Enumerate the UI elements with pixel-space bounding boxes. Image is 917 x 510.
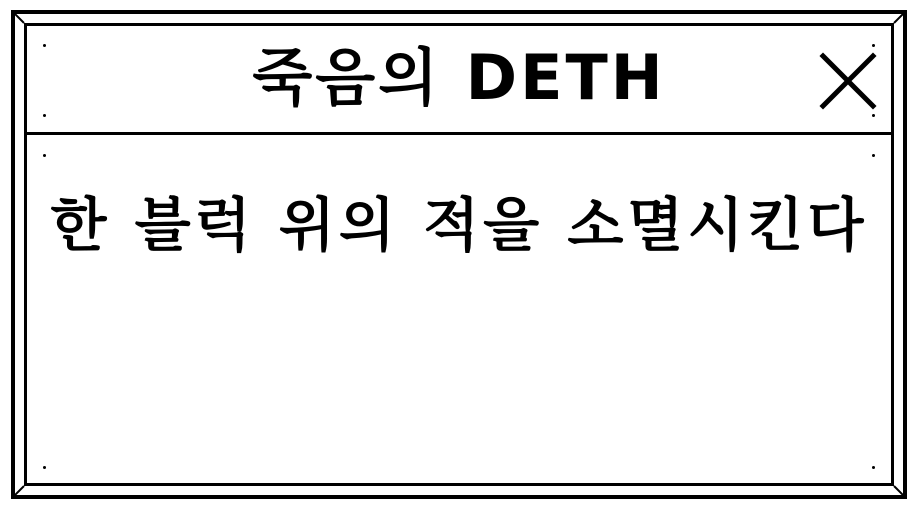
- card-title: 죽음의 DETH: [252, 41, 666, 114]
- rivet-dot: [872, 114, 875, 117]
- rivet-dot: [43, 114, 46, 117]
- rivet-dot: [43, 44, 46, 47]
- dialog-panel: [24, 23, 894, 486]
- rivet-dot: [872, 44, 875, 47]
- rivet-dot: [872, 466, 875, 469]
- title-bar: [27, 26, 891, 135]
- close-button[interactable]: [817, 50, 879, 112]
- card-dialog: [11, 10, 907, 499]
- rivet-dot: [43, 154, 46, 157]
- rivet-dot: [872, 154, 875, 157]
- card-description: 한 블럭 위의 적을 소멸시킨다: [50, 191, 868, 259]
- close-icon: [817, 50, 879, 112]
- rivet-dot: [43, 466, 46, 469]
